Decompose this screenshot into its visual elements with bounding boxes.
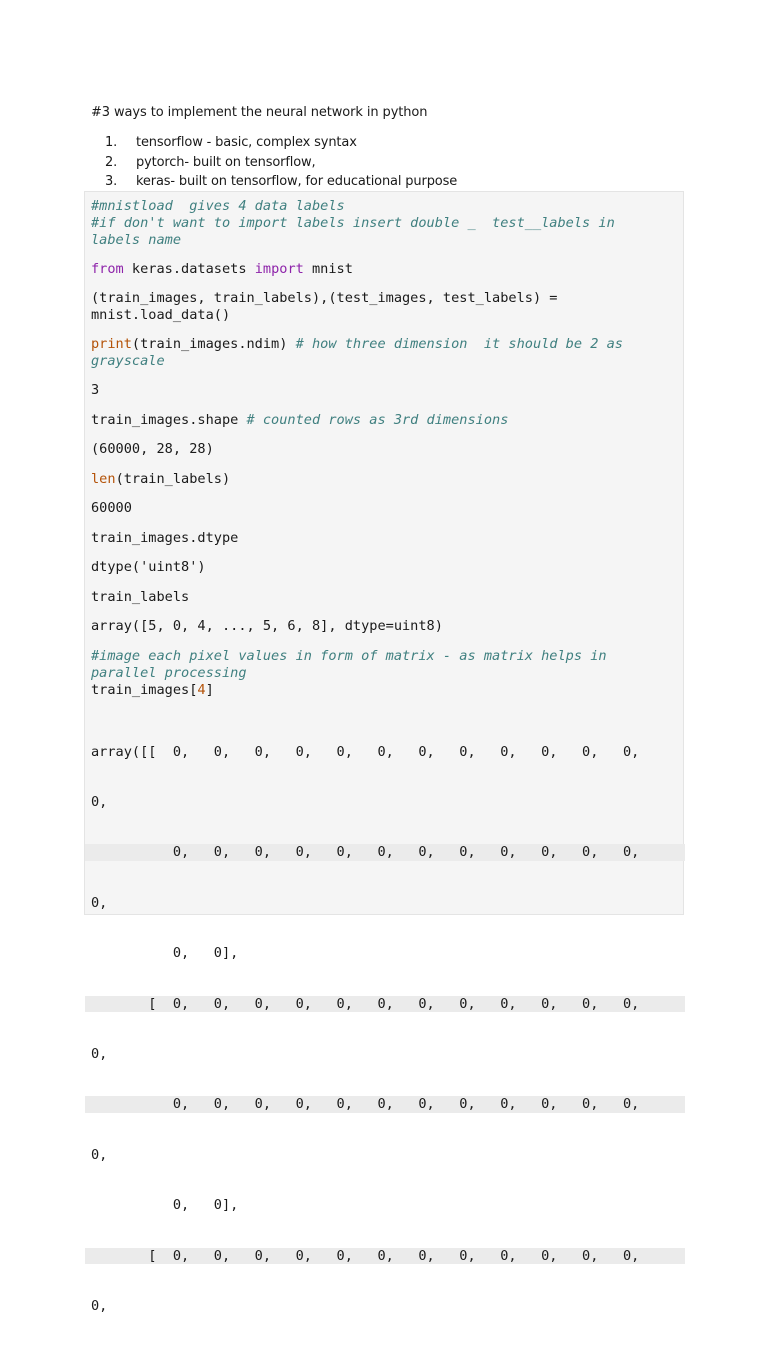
- output-ndim: 3: [91, 382, 100, 398]
- code-comment: #mnistload gives 4 data labels: [91, 198, 345, 214]
- array-output: [85, 710, 685, 1348]
- ways-list: [91, 133, 457, 192]
- output-shape: (60000, 28, 28): [91, 441, 214, 457]
- code-panel: [84, 191, 684, 1314]
- list-number: 3.: [105, 174, 118, 189]
- code-comment: #if don't want to import labels insert double _ test__labels in: [91, 214, 615, 231]
- code-cell-load-data: [91, 290, 558, 324]
- list-number: 1.: [105, 135, 118, 150]
- keyword-from: from: [91, 261, 124, 277]
- list-item: [91, 153, 457, 173]
- code-comment: # counted rows as 3rd dimensions: [246, 412, 509, 428]
- list-item: [91, 172, 457, 192]
- output-len: 60000: [91, 500, 132, 516]
- code-text: ]: [205, 681, 214, 698]
- code-comment: #image each pixel values in form of matrix - as matrix helps in: [91, 648, 607, 664]
- code-text: train_images.shape: [91, 412, 247, 428]
- output-train-labels: array([5, 0, 4, ..., 5, 6, 8], dtype=uint8): [91, 618, 443, 634]
- array-output-line: 0, 0, 0, 0, 0, 0, 0, 0, 0, 0, 0, 0,: [85, 1096, 685, 1113]
- code-cell-dtype: train_images.dtype: [91, 530, 239, 546]
- code-comment: parallel processing: [91, 664, 247, 681]
- builtin-len: len: [91, 471, 116, 487]
- array-output-line: 0, 0, 0, 0, 0, 0, 0, 0, 0, 0, 0, 0,: [85, 844, 685, 861]
- array-output-line: 0,: [91, 793, 108, 810]
- list-item: [91, 133, 457, 153]
- array-output-line: 0,: [91, 1146, 108, 1163]
- code-args: (train_images.ndim): [131, 336, 296, 352]
- code-line: mnist.load_data(): [91, 306, 231, 323]
- array-output-line: 0,: [91, 1297, 108, 1314]
- code-cell-index-image: [91, 648, 607, 698]
- code-cell-train-labels: train_labels: [91, 589, 190, 605]
- array-output-line: [ 0, 0, 0, 0, 0, 0, 0, 0, 0, 0, 0, 0,: [85, 996, 685, 1013]
- code-comment: labels name: [91, 231, 182, 248]
- code-cell-print-ndim: [91, 336, 623, 370]
- imported-name: mnist: [303, 261, 353, 277]
- index-literal: 4: [197, 681, 206, 698]
- code-cell-comments: [91, 198, 615, 248]
- builtin-print: print: [91, 336, 132, 352]
- module-name: keras.datasets: [123, 261, 255, 277]
- code-args: (train_labels): [115, 471, 231, 487]
- array-output-line: array([[ 0, 0, 0, 0, 0, 0, 0, 0, 0, 0, 0, 0,: [91, 743, 640, 760]
- code-comment: # how three dimension it should be 2 as: [295, 336, 623, 352]
- code-cell-shape: [91, 412, 508, 429]
- list-number: 2.: [105, 154, 118, 170]
- list-text: keras- built on tensorflow, for educational purpose: [136, 174, 458, 189]
- array-output-line: 0,: [91, 1045, 108, 1062]
- code-line: (train_images, train_labels),(test_images, test_labels) =: [91, 290, 558, 306]
- list-text: pytorch- built on tensorflow,: [136, 154, 316, 170]
- keyword-import: import: [254, 261, 304, 277]
- array-output-line: 0, 0],: [91, 945, 239, 962]
- code-comment: grayscale: [91, 352, 165, 369]
- output-dtype: dtype('uint8'): [91, 559, 206, 575]
- list-text: tensorflow - basic, complex syntax: [136, 135, 357, 150]
- code-cell-len: [91, 471, 230, 488]
- array-output-line: 0, 0],: [91, 1197, 239, 1214]
- heading-text: #3 ways to implement the neural network in python: [91, 105, 428, 120]
- array-output-line: 0,: [91, 894, 108, 911]
- code-text: train_images[: [91, 681, 198, 698]
- array-output-line: [ 0, 0, 0, 0, 0, 0, 0, 0, 0, 0, 0, 0,: [85, 1248, 685, 1265]
- code-cell-import: [91, 261, 353, 278]
